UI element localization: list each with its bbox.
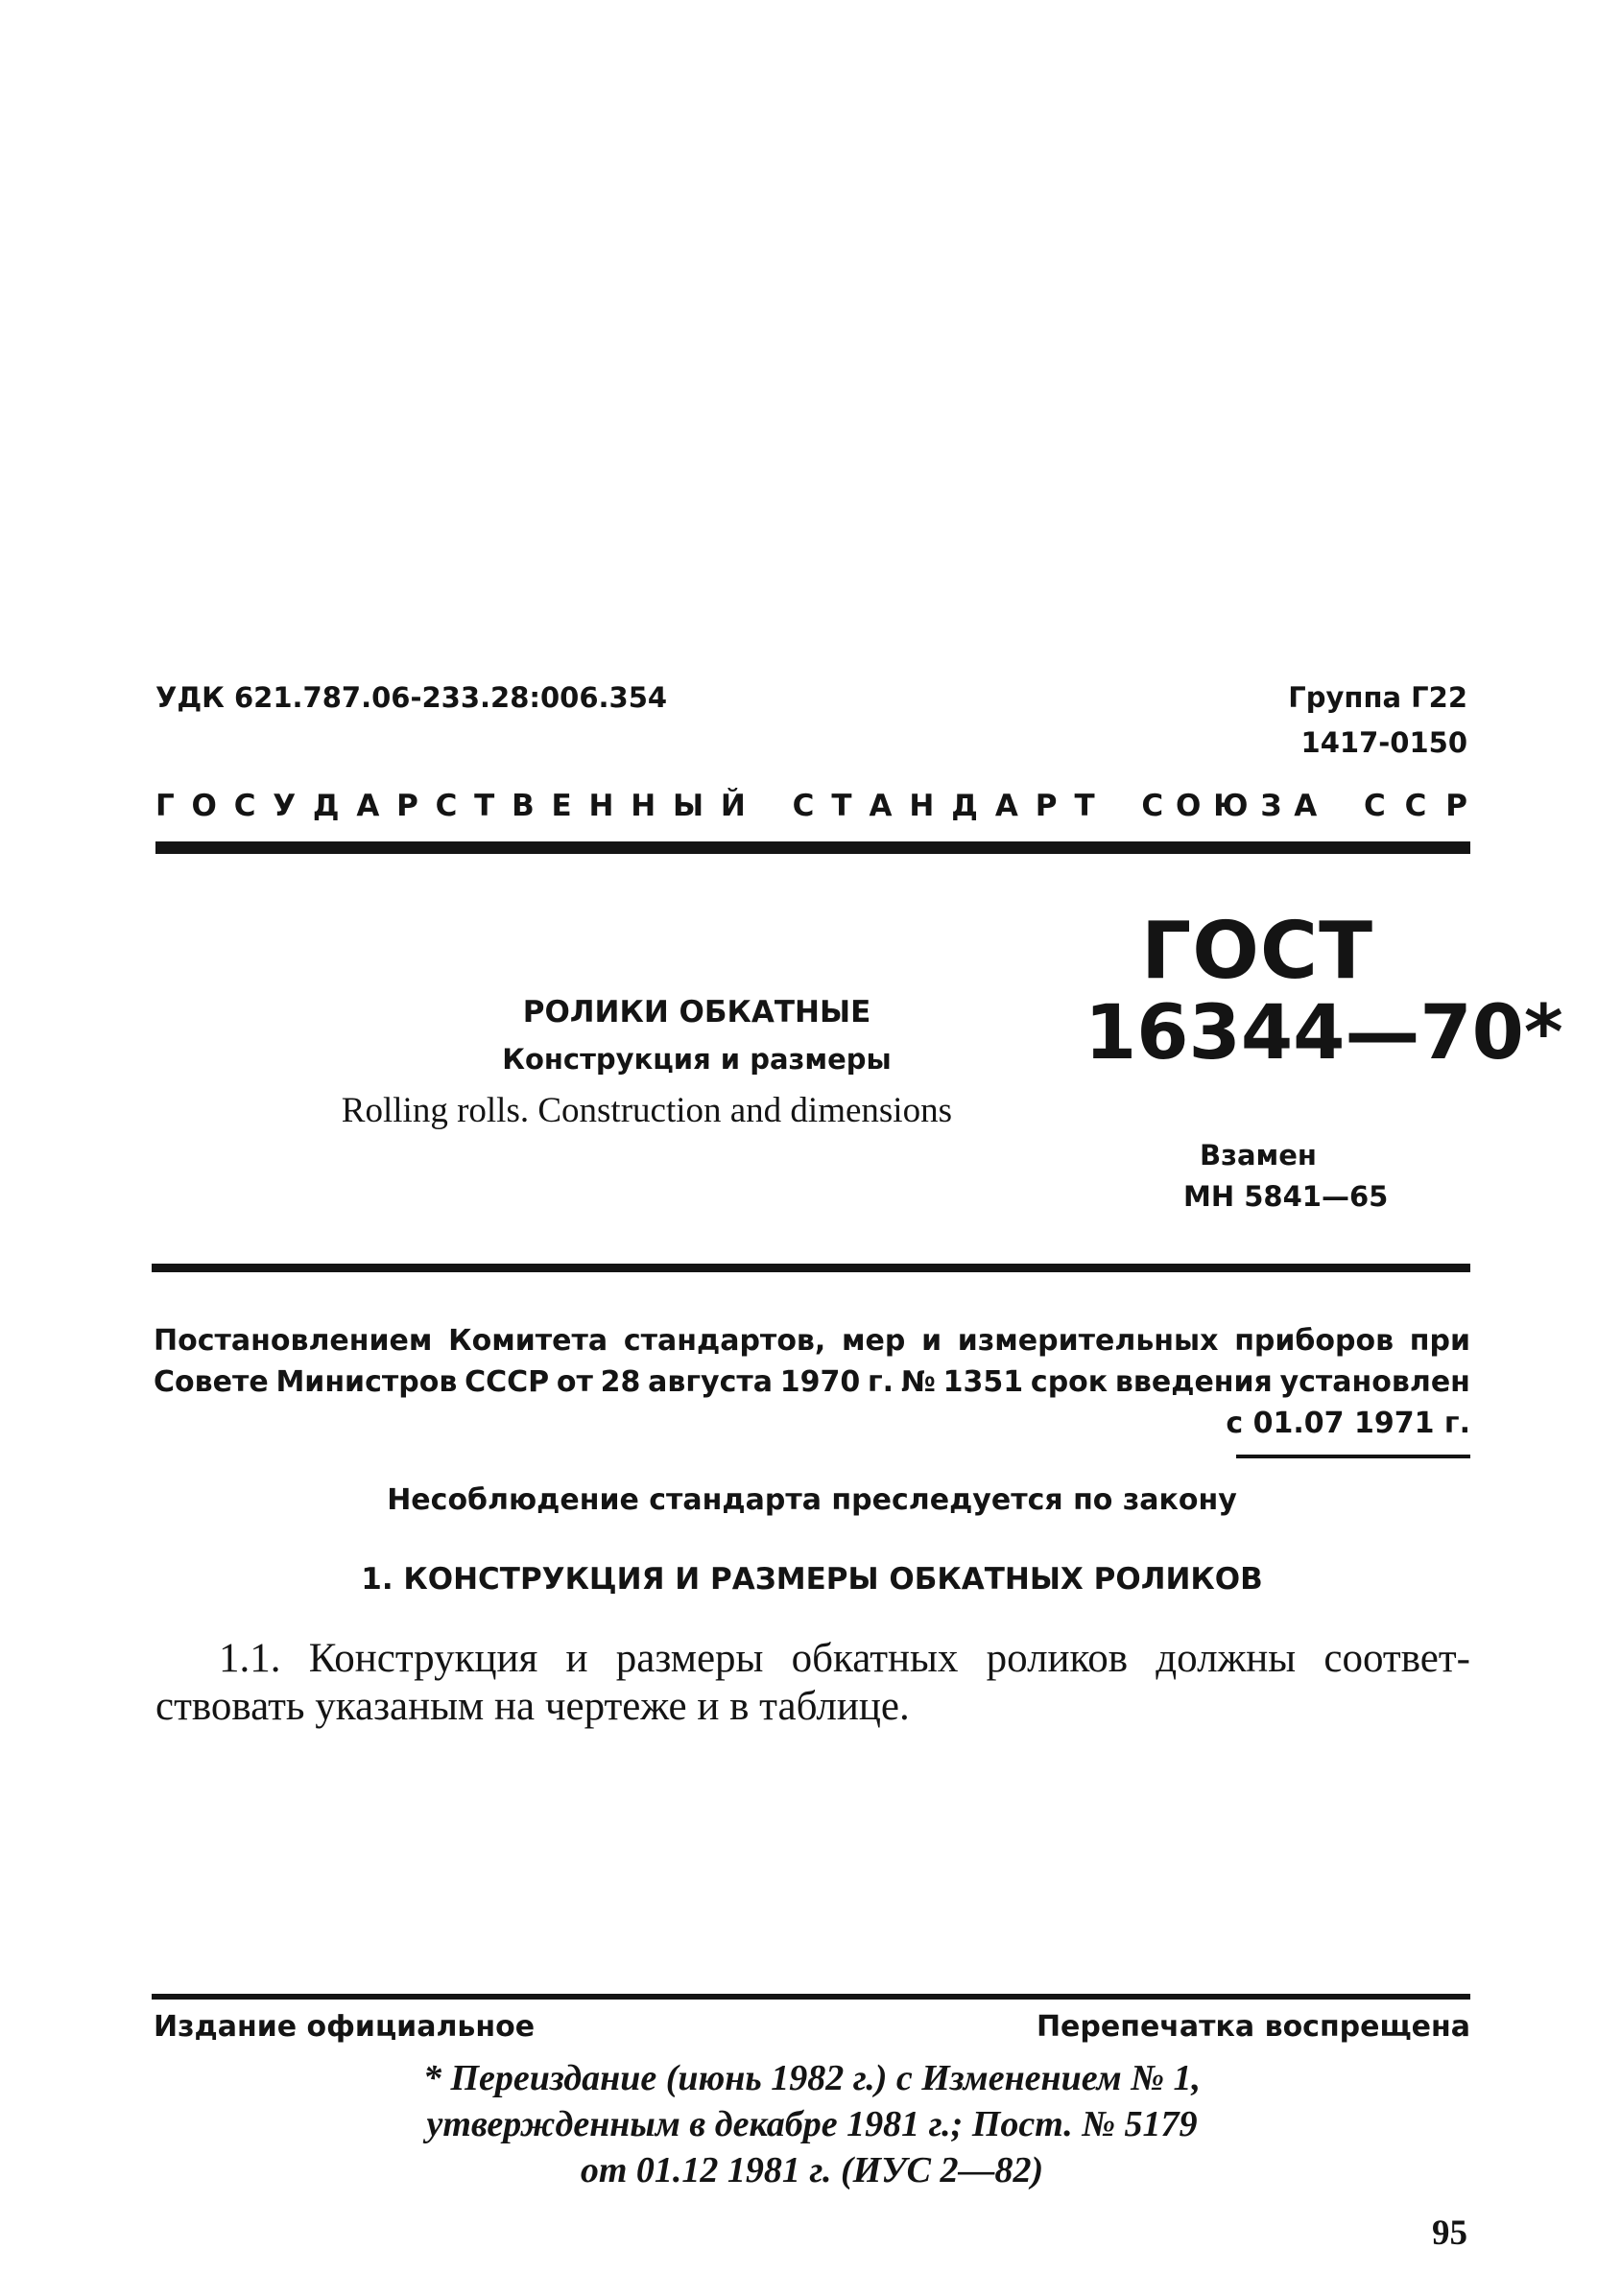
banner-letter: Й [720, 789, 746, 823]
banner-letter: А [869, 789, 893, 823]
word: и [565, 1636, 588, 1681]
decree-effective-date: с 01.07 1971 г. [1226, 1407, 1470, 1440]
banner-letter: Н [588, 789, 614, 823]
word: 1970 [779, 1365, 861, 1399]
banner-letter: Д [951, 789, 978, 823]
banner-word-3 [1141, 789, 1317, 823]
banner-letter: Г [155, 789, 175, 823]
banner-letter: С [792, 789, 815, 823]
title-divider [152, 1264, 1470, 1272]
date-underline [1236, 1455, 1470, 1458]
banner-word-1 [155, 789, 746, 823]
paragraph-line-2: ствовать указаным на чертеже и в таблице. [155, 1684, 910, 1729]
banner-letter: А [1294, 789, 1318, 823]
banner-letter: С [1363, 789, 1386, 823]
word: от [556, 1365, 593, 1399]
banner-word-4 [1364, 789, 1467, 823]
word: Совете [154, 1365, 269, 1399]
banner-letter: Т [474, 789, 495, 823]
banner-letter: В [512, 789, 535, 823]
banner-letter: С [1141, 789, 1164, 823]
reissue-line-3: от 01.12 1981 г. (ИУС 2—82) [580, 2150, 1044, 2190]
banner-letter: Ы [672, 789, 704, 823]
word: Постановлением [154, 1324, 433, 1358]
gost-label: ГОСТ [1140, 906, 1374, 997]
classification-code: 1417-0150 [1300, 726, 1467, 759]
banner-letter: Т [831, 789, 852, 823]
udk-code: УДК 621.787.06-233.28:006.354 [155, 681, 668, 714]
reissue-line-2: утвержденным в декабре 1981 г.; Пост. № 5179 [426, 2104, 1198, 2144]
banner-letter: С [435, 789, 458, 823]
banner-letter: А [356, 789, 380, 823]
word: Конструкция [308, 1636, 538, 1681]
word: № [900, 1365, 936, 1399]
subtitle-russian: Конструкция и размеры [502, 1043, 892, 1076]
decree-text [154, 1320, 1470, 1444]
no-reprint-notice: Перепечатка воспрещена [1036, 2010, 1470, 2044]
word: измерительных [957, 1324, 1219, 1358]
banner-letter: У [273, 789, 297, 823]
banner-letter: С [233, 789, 256, 823]
banner-letter: Д [312, 789, 340, 823]
decree-line-1 [154, 1320, 1470, 1361]
word: введения [1114, 1365, 1273, 1399]
word: приборов [1234, 1324, 1395, 1358]
word: 28 [600, 1365, 641, 1399]
word: при [1409, 1324, 1470, 1358]
word: СССР [465, 1365, 550, 1399]
decree-line-2 [154, 1361, 1470, 1403]
page-number: 95 [1432, 2213, 1467, 2253]
official-edition: Издание официальное [154, 2010, 536, 2044]
word: должны [1156, 1636, 1297, 1681]
banner-letter: З [1260, 789, 1282, 823]
banner-letter: Р [1445, 789, 1467, 823]
word: стандартов, [623, 1324, 826, 1358]
banner-letter: Н [631, 789, 656, 823]
banner-letter: А [994, 789, 1018, 823]
paragraph-1-1 [155, 1635, 1470, 1731]
banner-letter: С [1404, 789, 1427, 823]
word: г. [868, 1365, 894, 1399]
banner-letter: Н [909, 789, 935, 823]
paragraph-line-1 [155, 1635, 1470, 1683]
gost-number: 16344—70* [1085, 990, 1563, 1077]
word: 1.1. [219, 1636, 281, 1681]
banner-letter: О [191, 789, 217, 823]
word: 1351 [942, 1365, 1024, 1399]
section-title: 1. КОНСТРУКЦИЯ И РАЗМЕРЫ ОБКАТНЫХ РОЛИКОВ [361, 1562, 1263, 1597]
group-code: Группа Г22 [1288, 681, 1467, 714]
word: соответ- [1323, 1636, 1470, 1681]
word: размеры [615, 1636, 764, 1681]
word: установлен [1279, 1365, 1470, 1399]
word: обкатных [791, 1636, 959, 1681]
banner-letter: Т [1074, 789, 1095, 823]
replaces-value: МН 5841—65 [1183, 1180, 1389, 1213]
word: и [921, 1324, 942, 1358]
banner-letter: Е [551, 789, 572, 823]
word: роликов [986, 1636, 1129, 1681]
word: мер [842, 1324, 906, 1358]
title-russian: РОЛИКИ ОБКАТНЫЕ [522, 995, 871, 1030]
reissue-note [154, 2055, 1470, 2193]
banner-letter: О [1175, 789, 1202, 823]
word: Министров [275, 1365, 458, 1399]
word: Комитета [448, 1324, 608, 1358]
title-english: Rolling rolls. Construction and dimensions [341, 1091, 952, 1130]
law-notice: Несоблюдение стандарта преследуется по закону [387, 1483, 1237, 1517]
footer-divider [152, 1994, 1470, 2000]
banner-word-2 [793, 789, 1095, 823]
header-divider [155, 841, 1470, 854]
banner-letter: Ю [1213, 789, 1249, 823]
replaces-label: Взамен [1200, 1139, 1317, 1172]
state-standard-banner [155, 789, 1467, 823]
banner-letter: Р [1035, 789, 1058, 823]
word: срок [1030, 1365, 1108, 1399]
banner-letter: Р [396, 789, 418, 823]
word: августа [648, 1365, 773, 1399]
reissue-line-1: * Переиздание (июнь 1982 г.) с Изменением № 1, [423, 2058, 1201, 2098]
